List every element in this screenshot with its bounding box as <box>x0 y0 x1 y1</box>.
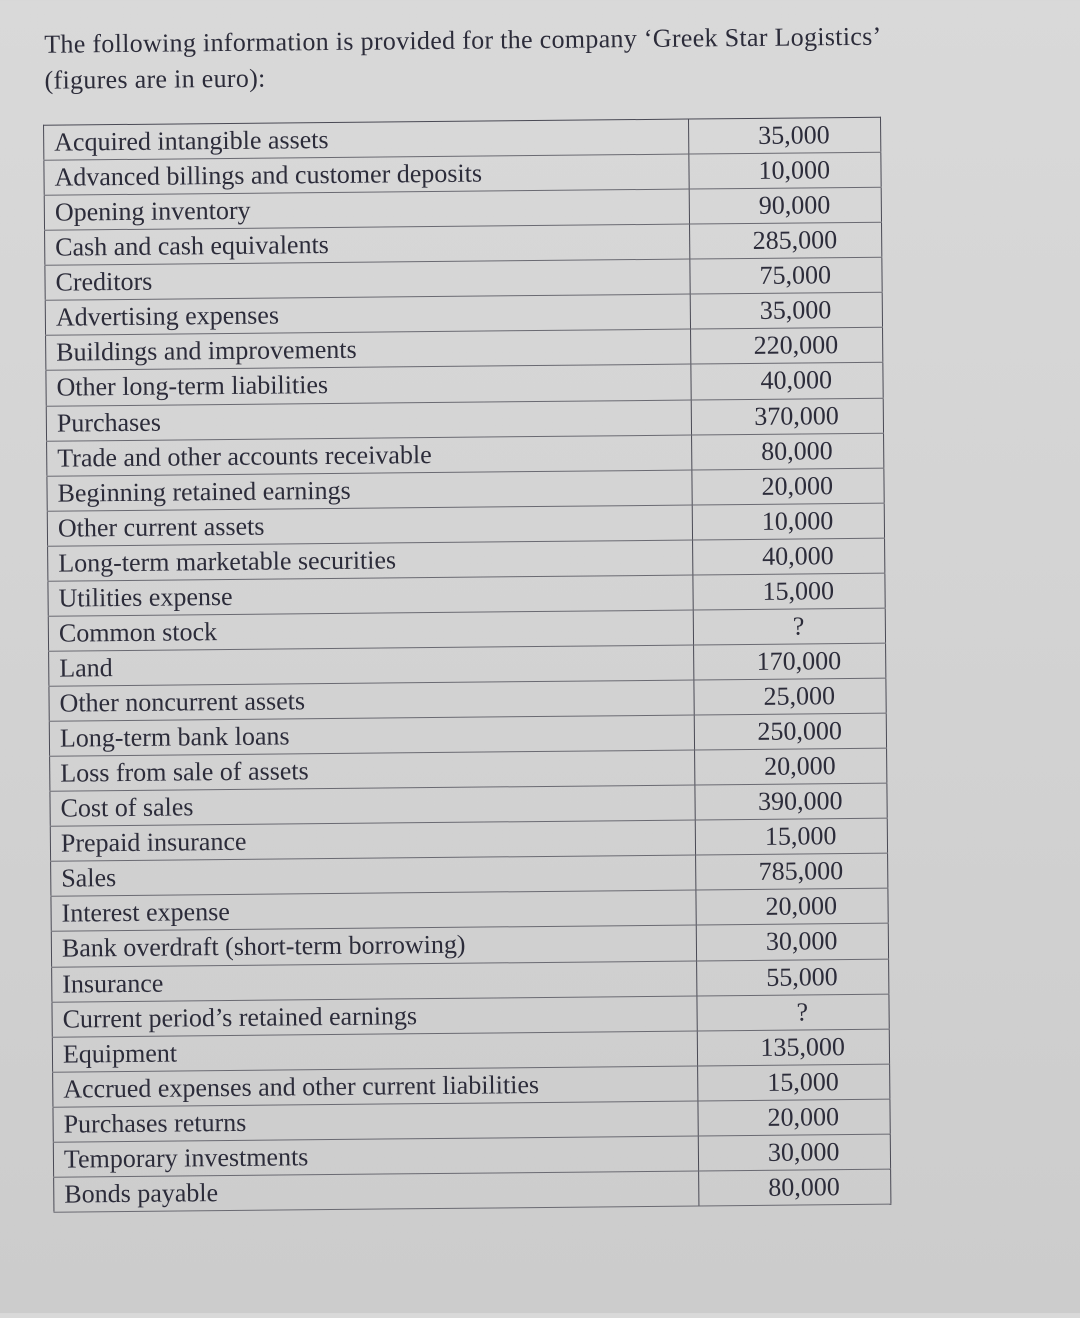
item-label: Purchases returns <box>53 1101 699 1142</box>
item-value: 30,000 <box>697 924 889 961</box>
item-value: 55,000 <box>697 959 889 996</box>
item-label: Other noncurrent assets <box>49 680 695 721</box>
financial-data-table <box>43 117 891 1213</box>
item-value: 80,000 <box>692 433 884 470</box>
item-value: 15,000 <box>698 1064 890 1101</box>
item-label: Long-term bank loans <box>49 715 695 756</box>
item-label: Long-term marketable securities <box>48 540 694 581</box>
item-value: 20,000 <box>696 889 888 926</box>
item-value: ? <box>694 608 886 645</box>
item-value: 135,000 <box>698 1029 890 1066</box>
item-label: Common stock <box>48 610 694 651</box>
item-value: 90,000 <box>690 187 882 224</box>
table-body <box>44 117 891 1212</box>
item-value: 20,000 <box>698 1099 890 1136</box>
item-value: 170,000 <box>694 643 886 680</box>
item-label: Advertising expenses <box>45 294 691 335</box>
item-label: Buildings and improvements <box>46 329 692 370</box>
item-value: 20,000 <box>695 748 887 785</box>
item-label: Acquired intangible assets <box>44 119 690 160</box>
item-label: Bank overdraft (short-term borrowing) <box>51 925 697 966</box>
item-value: 75,000 <box>690 257 882 294</box>
item-value: 390,000 <box>695 783 887 820</box>
item-label: Other current assets <box>47 505 693 546</box>
item-value: 15,000 <box>693 573 885 610</box>
item-label: Other long-term liabilities <box>46 364 692 405</box>
table-row <box>54 1169 891 1212</box>
item-value: 25,000 <box>694 678 886 715</box>
item-value: 15,000 <box>696 818 888 855</box>
item-value: 35,000 <box>689 117 881 154</box>
item-value: 285,000 <box>690 222 882 259</box>
item-value: 250,000 <box>695 713 887 750</box>
item-value: 10,000 <box>693 503 885 540</box>
item-value: 20,000 <box>692 468 884 505</box>
item-label: Current period’s retained earnings <box>52 996 698 1037</box>
item-label: Opening inventory <box>44 189 690 230</box>
item-value: 370,000 <box>692 398 884 435</box>
item-value: 80,000 <box>699 1169 891 1206</box>
item-value: 220,000 <box>691 328 883 365</box>
intro-line-1: The following information is provided for the company ‘Greek Star Logistics’ <box>44 21 882 59</box>
item-label: Advanced billings and customer deposits <box>44 154 690 195</box>
item-label: Equipment <box>52 1031 698 1072</box>
item-label: Land <box>49 645 695 686</box>
item-label: Creditors <box>45 259 691 300</box>
intro-line-2: (figures are in euro): <box>44 63 266 95</box>
item-label: Accrued expenses and other current liabilities <box>53 1066 699 1107</box>
intro-paragraph <box>44 17 1055 99</box>
item-label: Beginning retained earnings <box>47 470 693 511</box>
item-value: 40,000 <box>693 538 885 575</box>
item-value: 40,000 <box>691 363 883 400</box>
item-value: 35,000 <box>691 293 883 330</box>
item-label: Bonds payable <box>54 1171 700 1212</box>
item-label: Prepaid insurance <box>50 820 696 861</box>
item-label: Purchases <box>46 400 692 441</box>
item-label: Sales <box>51 855 697 896</box>
item-label: Utilities expense <box>48 575 694 616</box>
item-label: Insurance <box>52 961 698 1002</box>
item-label: Interest expense <box>51 890 697 931</box>
item-value: 10,000 <box>689 152 881 189</box>
item-value: 30,000 <box>699 1134 891 1171</box>
item-label: Cash and cash equivalents <box>45 224 691 265</box>
item-label: Loss from sale of assets <box>50 750 696 791</box>
item-value: ? <box>697 994 889 1031</box>
item-label: Cost of sales <box>50 785 696 826</box>
item-label: Temporary investments <box>53 1136 699 1177</box>
item-value: 785,000 <box>696 853 888 890</box>
item-label: Trade and other accounts receivable <box>47 435 693 476</box>
